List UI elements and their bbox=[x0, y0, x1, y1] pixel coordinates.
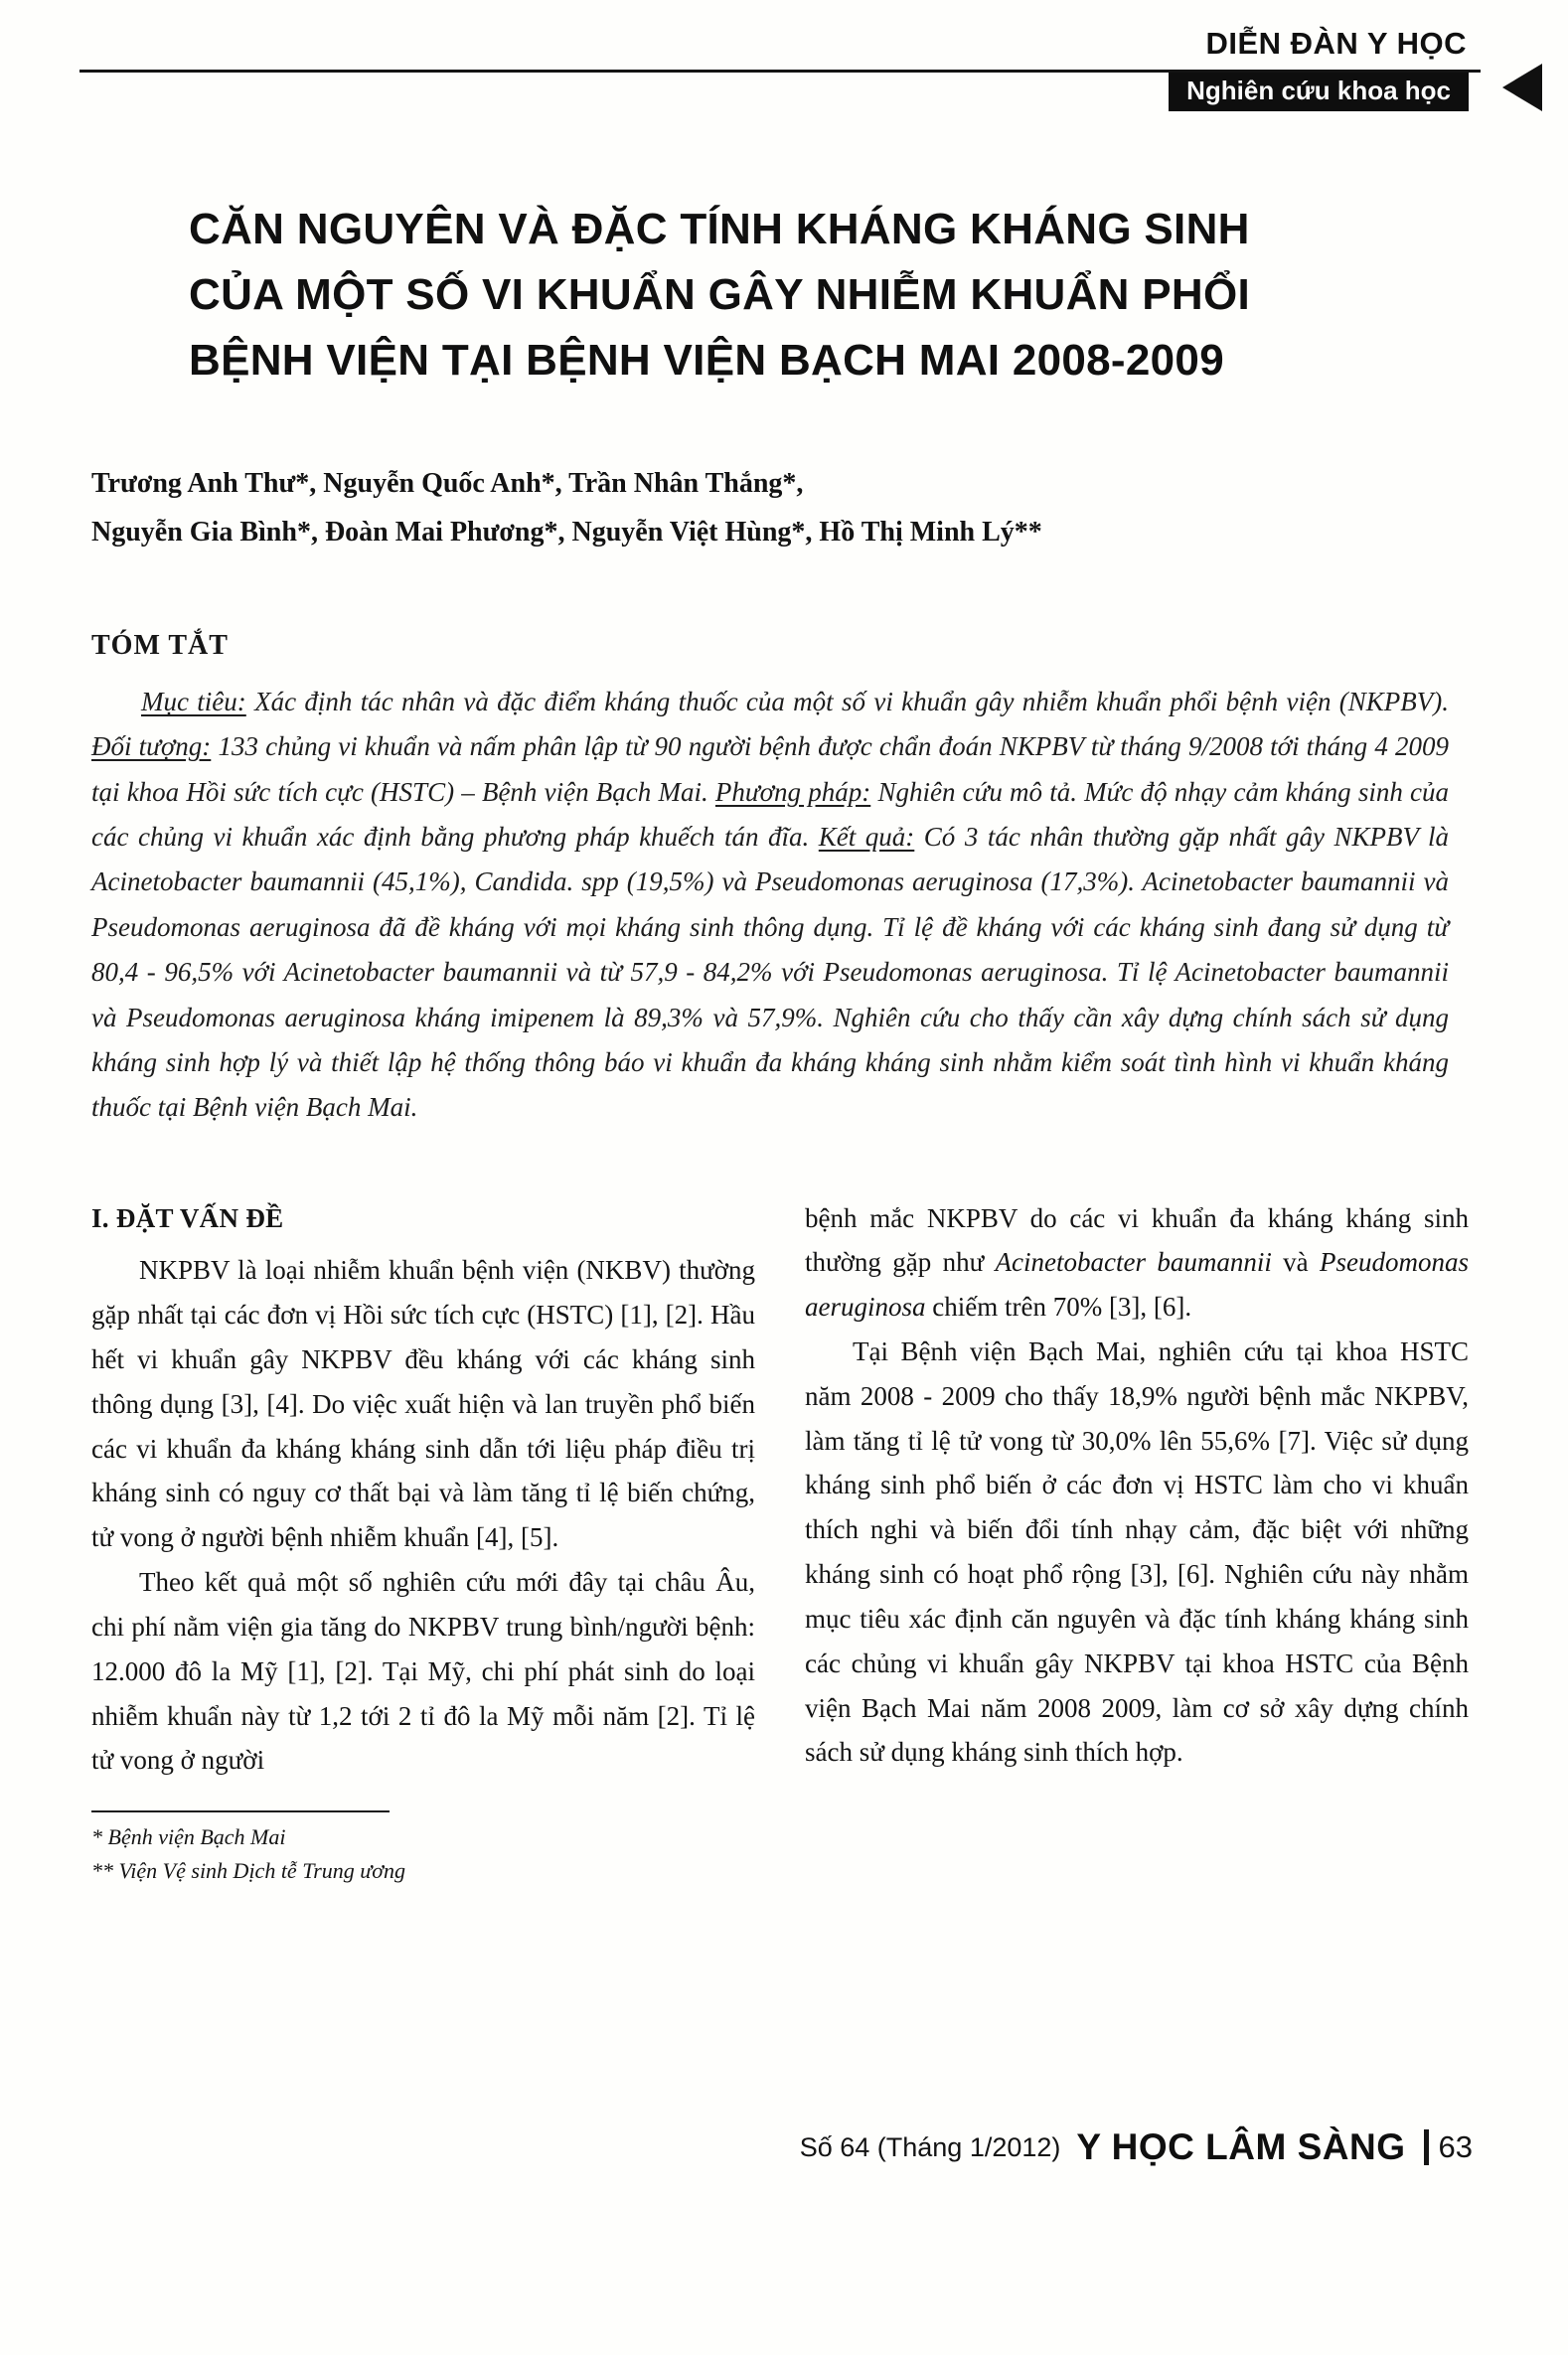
page-header bbox=[0, 0, 1568, 111]
article-title-line2: CỦA MỘT SỐ VI KHUẨN GÂY NHIỄM KHUẨN PHỔI bbox=[189, 270, 1251, 319]
authors-line1: Trương Anh Thư*, Nguyễn Quốc Anh*, Trần Nhân Thắng*, bbox=[91, 468, 804, 499]
article-title bbox=[189, 197, 1459, 393]
footnote-rule bbox=[91, 1810, 390, 1812]
right-column bbox=[805, 1196, 1469, 1889]
article-title-line1: CĂN NGUYÊN VÀ ĐẶC TÍNH KHÁNG KHÁNG SINH bbox=[189, 205, 1250, 253]
right-paragraph-1: bệnh mắc NKPBV do các vi khuẩn đa kháng kháng sinh thường gặp như Acinetobacter baumannii và Pseudomonas aeruginosa chiếm trên 70% [3], [6]. bbox=[805, 1202, 1469, 1323]
abstract-paragraph: Mục tiêu: Xác định tác nhân và đặc điểm kháng thuốc của một số vi khuẩn gây nhiễm khuẩn phổi bệnh viện (NKPBV). Đối tượng: 133 chủng vi khuẩn và nấm phân lập từ 90 người bệnh được chẩn đoán NKPBV từ tháng 9/2008 tới tháng 4 2009 tại khoa Hồi sức tích cực (HSTC) – Bệnh viện Bạch Mai. Phương pháp: Nghiên cứu mô tả. Mức độ nhạy cảm kháng sinh của các chủng vi khuẩn xác định bằng phương pháp khuếch tán đĩa. Kết quả: Có 3 tác nhân thường gặp nhất gây NKPBV là Acinetobacter baumannii (45,1%), Candida. spp (19,5%) và Pseudomonas aeruginosa (17,3%). Acinetobacter baumannii và Pseudomonas aeruginosa đã đề kháng với mọi kháng sinh thông dụng. Tỉ lệ đề kháng với các kháng sinh đang sử dụng từ 80,4 - 96,5% với Acinetobacter baumannii và từ 57,9 - 84,2% với Pseudomonas aeruginosa. Tỉ lệ Acinetobacter baumannii và Pseudomonas aeruginosa kháng imipenem là 89,3% và 57,9%. Nghiên cứu cho thấy cần xây dựng chính sách sử dụng kháng sinh hợp lý và thiết lập hệ thống thông báo vi khuẩn đa kháng kháng sinh nhằm kiểm soát tình hình vi khuẩn kháng thuốc tại Bệnh viện Bạch Mai. bbox=[91, 687, 1450, 1123]
authors-block bbox=[91, 459, 1439, 556]
footnotes-block bbox=[91, 1810, 755, 1888]
section-heading-dat-van-de: I. ĐẶT VẤN ĐỀ bbox=[91, 1202, 284, 1233]
footnote-1: * Bệnh viện Bạch Mai bbox=[91, 1824, 286, 1850]
footer-page-number: 63 bbox=[1438, 2129, 1473, 2164]
article-title-line3: BỆNH VIỆN TẠI BỆNH VIỆN BẠCH MAI 2008-2009 bbox=[189, 336, 1224, 385]
left-column bbox=[91, 1196, 755, 1889]
authors-line2: Nguyễn Gia Bình*, Đoàn Mai Phương*, Nguyễn Việt Hùng*, Hồ Thị Minh Lý** bbox=[91, 517, 1042, 548]
left-paragraph-2: Theo kết quả một số nghiên cứu mới đây tại châu Âu, chi phí nằm viện gia tăng do NKPBV trung bình/người bệnh: 12.000 đô la Mỹ [1], [2]. Tại Mỹ, chi phí phát sinh do loại nhiễm khuẩn này từ 1,2 tới 2 tỉ đô la Mỹ mỗi năm [2]. Tỉ lệ tử vong ở người bbox=[91, 1567, 755, 1776]
footer-divider-bar bbox=[1424, 2129, 1429, 2165]
left-paragraph-1: NKPBV là loại nhiễm khuẩn bệnh viện (NKBV) thường gặp nhất tại các đơn vị Hồi sức tích cực (HSTC) [1], [2]. Hầu hết vi khuẩn gây NKPBV đều kháng với các kháng sinh thông dụng [3], [4]. Do việc xuất hiện và lan truyền phổ biến các vi khuẩn đa kháng kháng sinh dẫn tới liệu pháp điều trị kháng sinh có nguy cơ thất bại và làm tăng tỉ lệ biến chứng, tử vong ở người bệnh nhiễm khuẩn [4], [5]. bbox=[91, 1255, 755, 1553]
body-columns bbox=[91, 1196, 1469, 1889]
arrow-left-icon bbox=[1502, 64, 1542, 111]
abstract-heading: TÓM TẮT bbox=[91, 630, 229, 661]
section-badge: Nghiên cứu khoa học bbox=[1169, 73, 1469, 111]
right-paragraph-2: Tại Bệnh viện Bạch Mai, nghiên cứu tại khoa HSTC năm 2008 - 2009 cho thấy 18,9% người bệnh mắc NKPBV, làm tăng tỉ lệ tử vong từ 30,0% lên 55,6% [7]. Việc sử dụng kháng sinh phổ biến ở các đơn vị HSTC làm cho vi khuẩn thích nghi và biến đổi tính nhạy cảm, đặc biệt với những kháng sinh có hoạt phổ rộng [3], [6]. Nghiên cứu này nhằm mục tiêu xác định căn nguyên và đặc tính kháng kháng sinh các chủng vi khuẩn gây NKPBV tại khoa HSTC của Bệnh viện Bạch Mai năm 2008 2009, làm cơ sở xây dựng chính sách sử dụng kháng sinh thích hợp. bbox=[805, 1336, 1469, 1768]
badge-row bbox=[79, 73, 1481, 111]
footer-issue: Số 64 (Tháng 1/2012) bbox=[799, 2131, 1061, 2162]
forum-title: DIỄN ĐÀN Y HỌC bbox=[1205, 26, 1467, 61]
footer-journal-name: Y HỌC LÂM SÀNG bbox=[1076, 2126, 1406, 2167]
footnote-2: ** Viện Vệ sinh Dịch tễ Trung ương bbox=[91, 1858, 406, 1884]
page-footer bbox=[800, 2126, 1473, 2168]
